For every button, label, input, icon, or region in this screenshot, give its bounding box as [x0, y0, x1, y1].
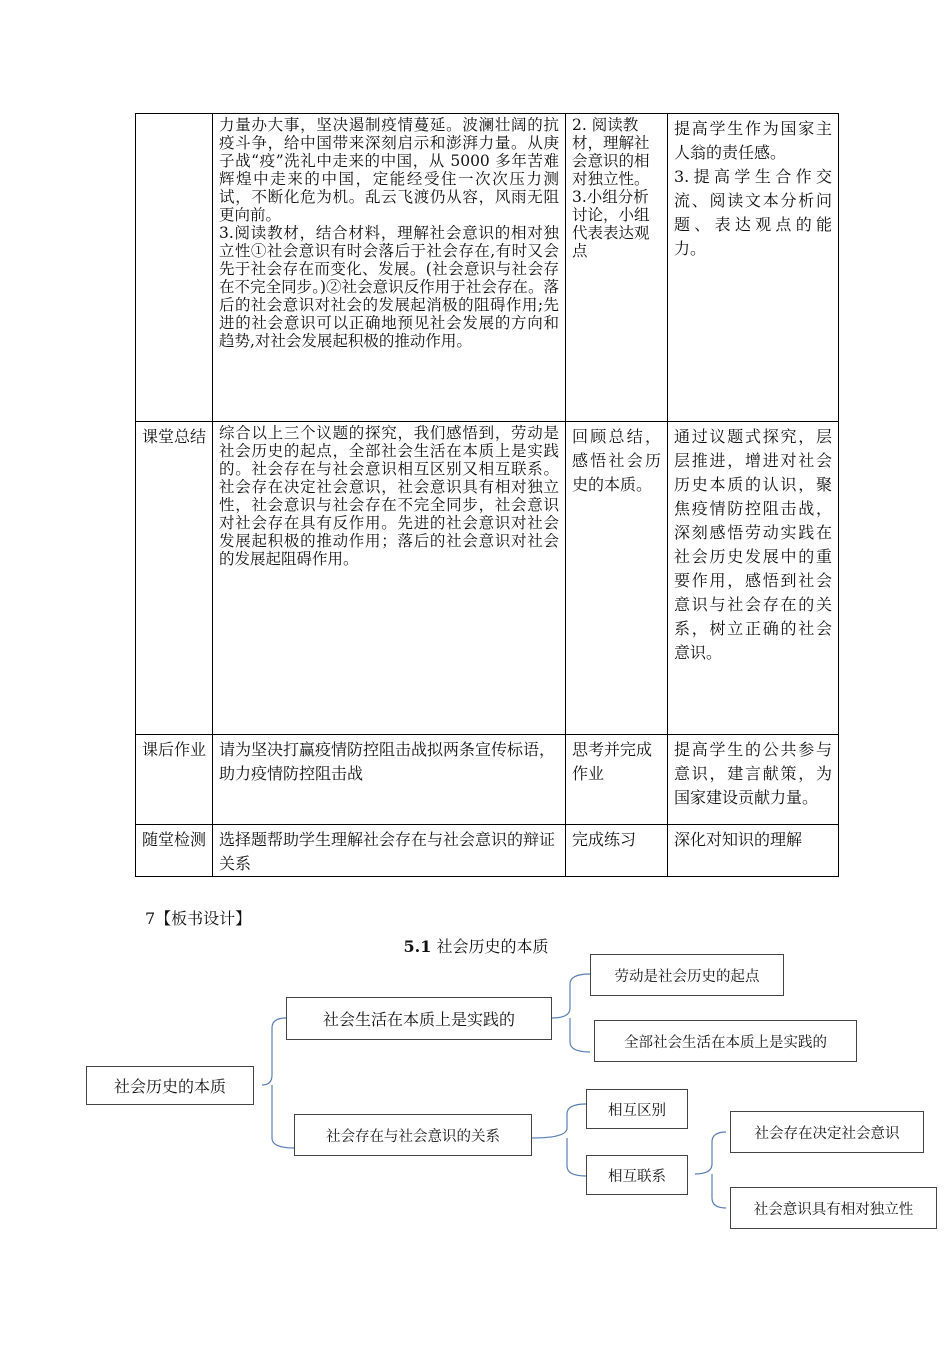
row-label	[136, 114, 213, 422]
lesson-plan-table	[135, 113, 839, 877]
connector-branch2	[532, 1104, 586, 1176]
table-row	[136, 114, 839, 422]
design-purpose-cell: 通过议题式探究，层层推进，增进对社会历史本质的认识，聚焦疫情防控阻击战，深刻感悟劳动实践在社会历史发展中的重要作用，感悟到社会意识与社会存在的关系，树立正确的社会意识。	[668, 422, 839, 735]
design-purpose-cell	[668, 114, 839, 422]
row-label: 课堂总结	[136, 422, 213, 735]
mindmap-leaf-difference: 相互区别	[586, 1089, 688, 1129]
mindmap-leaf-connection: 相互联系	[586, 1155, 688, 1195]
student-activity-cell: 回顾总结，感悟社会历史的本质。	[566, 422, 668, 735]
row-label: 随堂检测	[136, 825, 213, 877]
mindmap-leaf-independence: 社会意识具有相对独立性	[730, 1187, 937, 1229]
activity-text: 2. 阅读教材，理解社会意识的相对独立性。 3.小组分析讨论，小组代表表达观点	[572, 116, 650, 260]
student-activity-cell: 完成练习	[566, 825, 668, 877]
board-title	[0, 934, 952, 957]
student-activity-cell	[566, 114, 668, 422]
row-label: 课后作业	[136, 735, 213, 825]
table-row	[136, 422, 839, 735]
teaching-content-cell: 综合以上三个议题的探究，我们感悟到，劳动是社会历史的起点，全部社会生活在本质上是实践的。社会存在与社会意识相互区别又相互联系。社会存在决定社会意识，社会意识具有相对独立性，社会意识与社会存在不完全同步，社会意识对社会存在具有反作用。先进的社会意识对社会发展起积极的推动作用；落后的社会意识对社会的发展起阻碍作用。	[213, 422, 566, 735]
mindmap-leaf-labor: 劳动是社会历史的起点	[590, 954, 784, 996]
purpose-text: 提高学生作为国家主人翁的责任感。 3.提高学生合作交流、阅读文本分析问题、表达观点的能力。	[674, 119, 832, 258]
mindmap-leaf-practice: 全部社会生活在本质上是实践的	[594, 1020, 857, 1062]
connector-branch1	[552, 974, 590, 1052]
teaching-content-cell	[213, 114, 566, 422]
mindmap-branch-relation: 社会存在与社会意识的关系	[294, 1114, 532, 1156]
connector-relation	[695, 1132, 726, 1208]
mindmap-leaf-determine: 社会存在决定社会意识	[730, 1111, 924, 1153]
board-title-number: 5.1	[403, 937, 432, 956]
design-purpose-cell: 深化对知识的理解	[668, 825, 839, 877]
table-row	[136, 825, 839, 877]
student-activity-cell: 思考并完成作业	[566, 735, 668, 825]
mindmap-branch-practice: 社会生活在本质上是实践的	[286, 997, 552, 1040]
teaching-content-cell: 请为坚决打赢疫情防控阻击战拟两条宣传标语，助力疫情防控阻击战	[213, 735, 566, 825]
table-row	[136, 735, 839, 825]
teaching-content-cell: 选择题帮助学生理解社会存在与社会意识的辩证关系	[213, 825, 566, 877]
board-title-text: 社会历史的本质	[431, 937, 549, 956]
section-heading: 7【板书设计】	[145, 909, 252, 928]
mindmap-root: 社会历史的本质	[86, 1066, 254, 1105]
design-purpose-cell: 提高学生的公共参与意识，建言献策，为国家建设贡献力量。	[668, 735, 839, 825]
content-text: 力量办大事，坚决遏制疫情蔓延。波澜壮阔的抗疫斗争，给中国带来深刻启示和澎湃力量。从庚子战“疫”洗礼中走来的中国，从 5000 多年苦难辉煌中走来的中国，定能经受住一次次压力测试，不断化危为机。乱云飞渡仍从容，风雨无阻更向前。 3.阅读教材，结合材料，理解社会意识的相对独立性①社会意识有时会落后于社会存在,有时又会先于社会存在而变化、发展。(社会意识与社会存在不完全同步。)②社会意识反作用于社会存在。落后的社会意识对社会的发展起消极的阻碍作用;先进的社会意识可以正确地预见社会发展的方向和趋势,对社会发展起积极的推动作用。	[219, 116, 559, 350]
